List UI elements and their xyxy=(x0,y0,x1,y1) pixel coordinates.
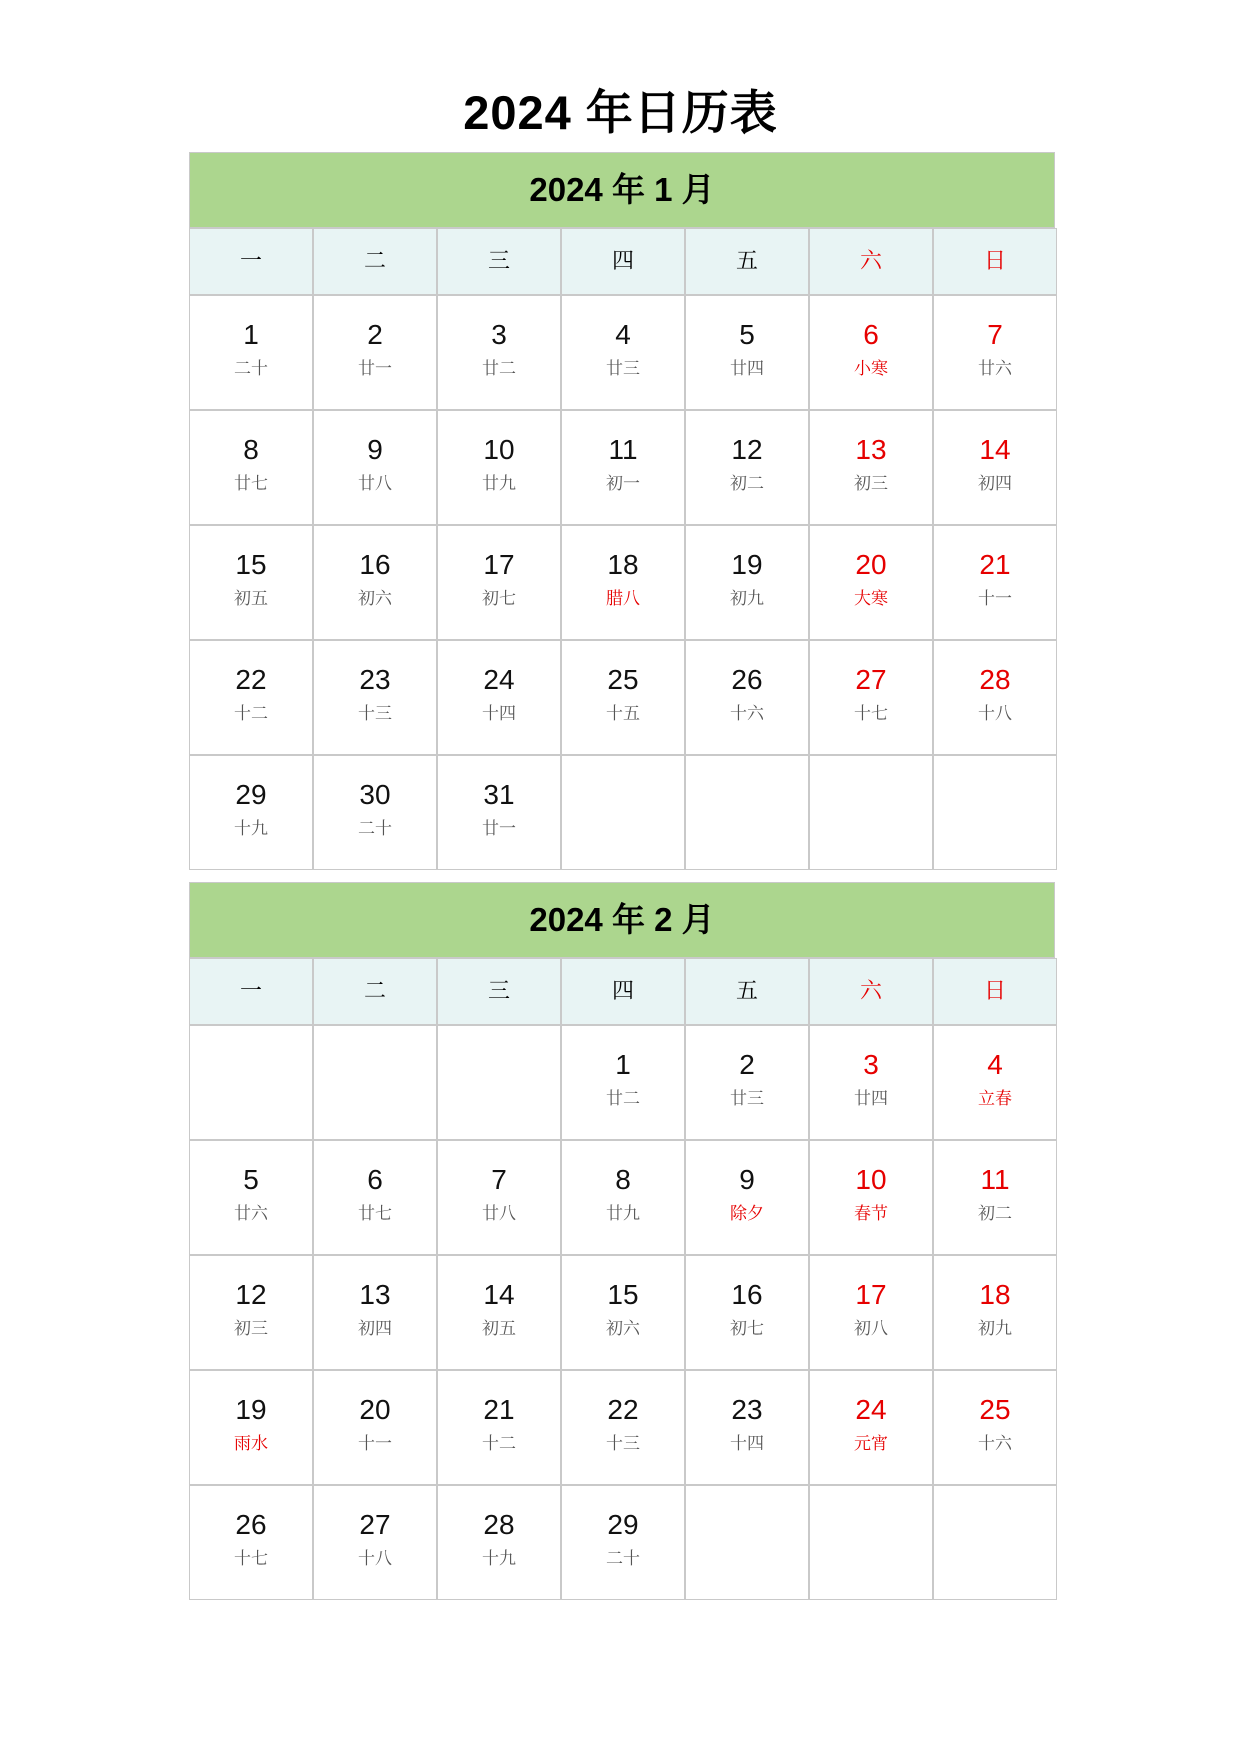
lunar-date: 廿七 xyxy=(234,474,268,494)
day-cell xyxy=(685,640,809,755)
day-number: 5 xyxy=(243,1164,259,1195)
lunar-date: 初五 xyxy=(482,1319,516,1339)
day-cell xyxy=(189,1485,313,1600)
lunar-date: 廿九 xyxy=(482,474,516,494)
lunar-date: 初八 xyxy=(854,1319,888,1339)
weekday-label: 四 xyxy=(561,958,685,1025)
day-cell xyxy=(809,1140,933,1255)
lunar-date: 十九 xyxy=(482,1549,516,1569)
day-number: 17 xyxy=(483,549,515,580)
weekday-label: 六 xyxy=(809,958,933,1025)
day-number: 13 xyxy=(359,1279,391,1310)
day-number: 14 xyxy=(979,434,1011,465)
day-number: 25 xyxy=(979,1394,1011,1425)
day-cell xyxy=(933,525,1057,640)
lunar-date: 廿二 xyxy=(482,359,516,379)
day-cell xyxy=(933,640,1057,755)
lunar-date: 初二 xyxy=(730,474,764,494)
weekday-header-row xyxy=(189,228,1055,295)
weekday-label: 三 xyxy=(437,228,561,295)
day-number: 10 xyxy=(855,1164,887,1195)
day-cell xyxy=(437,410,561,525)
day-cell xyxy=(313,410,437,525)
day-cell xyxy=(809,1370,933,1485)
festival-label: 除夕 xyxy=(730,1204,764,1224)
lunar-date: 十一 xyxy=(978,589,1012,609)
day-number: 27 xyxy=(359,1509,391,1540)
lunar-date: 初一 xyxy=(606,474,640,494)
day-number: 28 xyxy=(979,664,1011,695)
day-number: 12 xyxy=(235,1279,267,1310)
empty-day-cell xyxy=(809,1485,933,1600)
day-number: 19 xyxy=(731,549,763,580)
day-cell xyxy=(561,1255,685,1370)
day-cell xyxy=(189,525,313,640)
day-number: 8 xyxy=(243,434,259,465)
day-number: 3 xyxy=(491,319,507,350)
festival-label: 小寒 xyxy=(854,359,888,379)
empty-day-cell xyxy=(809,755,933,870)
day-cell xyxy=(189,410,313,525)
lunar-date: 十四 xyxy=(482,704,516,724)
day-number: 16 xyxy=(731,1279,763,1310)
day-cell xyxy=(685,410,809,525)
day-cell xyxy=(189,640,313,755)
weekday-label: 六 xyxy=(809,228,933,295)
empty-day-cell xyxy=(313,1025,437,1140)
day-number: 21 xyxy=(483,1394,515,1425)
day-number: 15 xyxy=(607,1279,639,1310)
day-number: 18 xyxy=(979,1279,1011,1310)
day-number: 1 xyxy=(243,319,259,350)
lunar-date: 十五 xyxy=(606,704,640,724)
lunar-date: 廿三 xyxy=(730,1089,764,1109)
day-number: 5 xyxy=(739,319,755,350)
lunar-date: 廿六 xyxy=(978,359,1012,379)
day-number: 8 xyxy=(615,1164,631,1195)
day-cell xyxy=(561,1140,685,1255)
day-cell xyxy=(933,295,1057,410)
day-cell xyxy=(809,1255,933,1370)
day-number: 6 xyxy=(367,1164,383,1195)
weekday-label: 一 xyxy=(189,228,313,295)
lunar-date: 十二 xyxy=(234,704,268,724)
day-cell xyxy=(685,1255,809,1370)
day-number: 23 xyxy=(359,664,391,695)
lunar-date: 初七 xyxy=(482,589,516,609)
lunar-date: 二十 xyxy=(358,819,392,839)
lunar-date: 廿一 xyxy=(358,359,392,379)
festival-label: 元宵 xyxy=(854,1434,888,1454)
day-number: 13 xyxy=(855,434,887,465)
weekday-label: 一 xyxy=(189,958,313,1025)
empty-day-cell xyxy=(561,755,685,870)
day-cell xyxy=(809,410,933,525)
festival-label: 腊八 xyxy=(606,589,640,609)
day-cell xyxy=(561,1025,685,1140)
lunar-date: 十八 xyxy=(978,704,1012,724)
day-cell xyxy=(313,640,437,755)
day-number: 20 xyxy=(855,549,887,580)
day-cell xyxy=(437,1370,561,1485)
day-number: 4 xyxy=(615,319,631,350)
day-cell xyxy=(685,295,809,410)
day-number: 1 xyxy=(615,1049,631,1080)
day-number: 18 xyxy=(607,549,639,580)
day-number: 24 xyxy=(855,1394,887,1425)
day-number: 9 xyxy=(739,1164,755,1195)
weekday-label: 二 xyxy=(313,228,437,295)
day-number: 7 xyxy=(987,319,1003,350)
day-number: 4 xyxy=(987,1049,1003,1080)
empty-day-cell xyxy=(685,1485,809,1600)
lunar-date: 十八 xyxy=(358,1549,392,1569)
lunar-date: 二十 xyxy=(234,359,268,379)
lunar-date: 十四 xyxy=(730,1434,764,1454)
day-cell xyxy=(437,755,561,870)
weekday-label: 四 xyxy=(561,228,685,295)
day-cell xyxy=(189,1140,313,1255)
empty-day-cell xyxy=(933,755,1057,870)
day-number: 10 xyxy=(483,434,515,465)
day-cell xyxy=(933,1025,1057,1140)
lunar-date: 十三 xyxy=(358,704,392,724)
day-cell xyxy=(933,410,1057,525)
day-number: 22 xyxy=(235,664,267,695)
lunar-date: 初四 xyxy=(978,474,1012,494)
day-cell xyxy=(437,1485,561,1600)
day-cell xyxy=(809,525,933,640)
day-cell xyxy=(933,1370,1057,1485)
lunar-date: 十二 xyxy=(482,1434,516,1454)
day-cell xyxy=(437,1140,561,1255)
day-cell xyxy=(189,1255,313,1370)
day-cell xyxy=(189,755,313,870)
day-cell xyxy=(561,1370,685,1485)
lunar-date: 廿八 xyxy=(482,1204,516,1224)
day-cell xyxy=(685,525,809,640)
day-cell xyxy=(313,1140,437,1255)
weekday-label: 五 xyxy=(685,958,809,1025)
weekday-label: 三 xyxy=(437,958,561,1025)
lunar-date: 初三 xyxy=(854,474,888,494)
lunar-date: 初四 xyxy=(358,1319,392,1339)
lunar-date: 初五 xyxy=(234,589,268,609)
day-cell xyxy=(437,640,561,755)
day-number: 23 xyxy=(731,1394,763,1425)
weekday-label: 日 xyxy=(933,958,1057,1025)
day-cell xyxy=(313,1370,437,1485)
day-number: 17 xyxy=(855,1279,887,1310)
lunar-date: 廿三 xyxy=(606,359,640,379)
lunar-date: 初二 xyxy=(978,1204,1012,1224)
day-number: 14 xyxy=(483,1279,515,1310)
day-cell xyxy=(685,1140,809,1255)
day-number: 2 xyxy=(739,1049,755,1080)
day-number: 28 xyxy=(483,1509,515,1540)
festival-label: 春节 xyxy=(854,1204,888,1224)
empty-day-cell xyxy=(437,1025,561,1140)
lunar-date: 十七 xyxy=(854,704,888,724)
day-number: 19 xyxy=(235,1394,267,1425)
day-number: 31 xyxy=(483,779,515,810)
lunar-date: 初九 xyxy=(730,589,764,609)
day-number: 7 xyxy=(491,1164,507,1195)
empty-day-cell xyxy=(933,1485,1057,1600)
weekday-label: 日 xyxy=(933,228,1057,295)
day-cell xyxy=(809,1025,933,1140)
day-cell xyxy=(313,525,437,640)
day-cell xyxy=(561,410,685,525)
day-cell xyxy=(561,295,685,410)
page-title: 2024 年日历表 xyxy=(463,86,778,139)
day-cell xyxy=(809,640,933,755)
day-cell xyxy=(809,295,933,410)
day-number: 16 xyxy=(359,549,391,580)
lunar-date: 十三 xyxy=(606,1434,640,1454)
day-cell xyxy=(561,1485,685,1600)
day-number: 27 xyxy=(855,664,887,695)
day-cell xyxy=(561,640,685,755)
day-number: 6 xyxy=(863,319,879,350)
day-number: 29 xyxy=(607,1509,639,1540)
lunar-date: 初九 xyxy=(978,1319,1012,1339)
day-number: 26 xyxy=(731,664,763,695)
day-number: 30 xyxy=(359,779,391,810)
day-number: 15 xyxy=(235,549,267,580)
lunar-date: 廿六 xyxy=(234,1204,268,1224)
lunar-date: 初六 xyxy=(606,1319,640,1339)
lunar-date: 廿八 xyxy=(358,474,392,494)
day-number: 11 xyxy=(608,434,638,465)
day-cell xyxy=(313,755,437,870)
lunar-date: 廿一 xyxy=(482,819,516,839)
lunar-date: 廿四 xyxy=(730,359,764,379)
day-cell xyxy=(561,525,685,640)
day-cell xyxy=(685,1025,809,1140)
day-cell xyxy=(313,1255,437,1370)
weekday-header-row xyxy=(189,958,1055,1025)
lunar-date: 廿四 xyxy=(854,1089,888,1109)
lunar-date: 十六 xyxy=(730,704,764,724)
festival-label: 立春 xyxy=(978,1089,1012,1109)
weekday-label: 二 xyxy=(313,958,437,1025)
day-number: 24 xyxy=(483,664,515,695)
day-number: 21 xyxy=(979,549,1011,580)
day-cell xyxy=(437,1255,561,1370)
day-number: 11 xyxy=(980,1164,1010,1195)
lunar-date: 二十 xyxy=(606,1549,640,1569)
lunar-date: 廿九 xyxy=(606,1204,640,1224)
day-cell xyxy=(313,1485,437,1600)
month-header: 2024 年 2 月 xyxy=(189,882,1055,958)
day-number: 22 xyxy=(607,1394,639,1425)
lunar-date: 廿七 xyxy=(358,1204,392,1224)
lunar-date: 十九 xyxy=(234,819,268,839)
lunar-date: 十一 xyxy=(358,1434,392,1454)
lunar-date: 廿二 xyxy=(606,1089,640,1109)
day-cell xyxy=(189,295,313,410)
lunar-date: 十七 xyxy=(234,1549,268,1569)
day-number: 25 xyxy=(607,664,639,695)
month-header: 2024 年 1 月 xyxy=(189,152,1055,228)
day-number: 29 xyxy=(235,779,267,810)
day-number: 3 xyxy=(863,1049,879,1080)
day-number: 20 xyxy=(359,1394,391,1425)
festival-label: 大寒 xyxy=(854,589,888,609)
festival-label: 雨水 xyxy=(234,1434,268,1454)
day-cell xyxy=(189,1370,313,1485)
weekday-label: 五 xyxy=(685,228,809,295)
empty-day-cell xyxy=(189,1025,313,1140)
day-cell xyxy=(437,295,561,410)
lunar-date: 初七 xyxy=(730,1319,764,1339)
day-cell xyxy=(437,525,561,640)
lunar-date: 初三 xyxy=(234,1319,268,1339)
day-number: 9 xyxy=(367,434,383,465)
day-cell xyxy=(933,1255,1057,1370)
empty-day-cell xyxy=(685,755,809,870)
day-number: 26 xyxy=(235,1509,267,1540)
lunar-date: 十六 xyxy=(978,1434,1012,1454)
day-number: 2 xyxy=(367,319,383,350)
lunar-date: 初六 xyxy=(358,589,392,609)
day-cell xyxy=(933,1140,1057,1255)
day-cell xyxy=(685,1370,809,1485)
day-number: 12 xyxy=(731,434,763,465)
day-cell xyxy=(313,295,437,410)
